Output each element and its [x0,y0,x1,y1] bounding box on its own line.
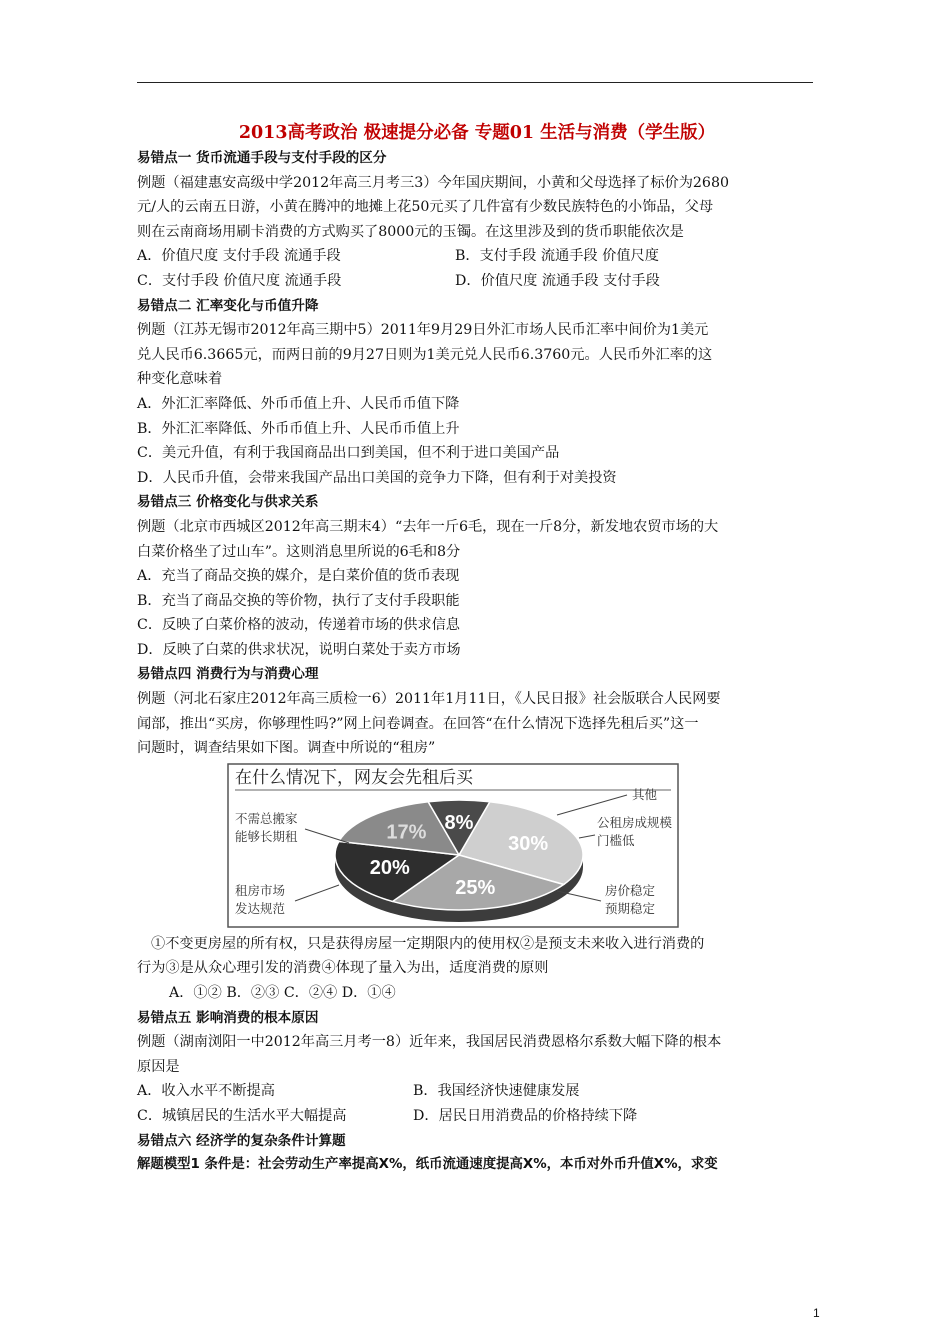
question-text: 问题时，调查结果如下图。调查中所说的“租房” [137,740,436,757]
question-text: 兑人民币6.3665元，而两日前的9月27日则为1美元兑人民币6.3760元。人民币外汇率的这 [137,346,713,363]
section-heading-4: 易错点四 消费行为与消费心理 [137,666,319,683]
question-text: 元/人的云南五日游，小黄在腾冲的地摊上花50元买了几件富有少数民族特色的小饰品，父母 [137,199,714,216]
section-heading-2: 易错点二 汇率变化与币值升降 [137,297,319,314]
pie-chart-svg [227,763,679,928]
label-other: 其他 [632,786,658,802]
document-title: 2013高考政治 极速提分必备 专题01 生活与消费（学生版） [238,123,716,143]
option-a: A．收入水平不断提高 [137,1083,275,1100]
option-row [137,1079,817,1104]
question-text: 例题（北京市西城区2012年高三期末4）“去年一斤6毛，现在一斤8分，新发地农贸市场的大 [137,518,719,535]
option-b: B．外汇汇率降低、外币币值上升、人民币币值上升 [137,420,460,437]
document-page [137,120,817,1178]
chart-title: 在什么情况下，网友会先租后买 [235,767,473,788]
question-text: 闻部，推出“买房，你够理性吗?”网上问卷调查。在回答“在什么情况下选择先租后买”这一 [137,715,699,732]
section-heading-1: 易错点一 货币流通手段与支付手段的区分 [137,150,387,166]
label-nomove-a: 不需总搬家 [235,810,298,826]
option-b: B．支付手段 流通手段 价值尺度 [455,248,659,265]
question-text: 例题（河北石家庄2012年高三质检一6）2011年1月11日，《人民日报》社会版联合人民网要 [137,691,721,708]
option-row: A．①② B．②③ C．②④ D．①④ [169,985,396,1002]
option-a: A．价值尺度 支付手段 流通手段 [137,248,341,265]
option-b: B．我国经济快速健康发展 [413,1083,580,1100]
pie-slice-label: 20% [369,856,410,879]
option-b: B．充当了商品交换的等价物，执行了支付手段职能 [137,592,460,609]
model-text: 解题模型1 条件是：社会劳动生产率提高X%，纸币流通速度提高X%，本币对外币升值X%，求变 [137,1157,718,1173]
statement-text: ①不变更房屋的所有权，只是获得房屋一定期限内的使用权②是预支未来收入进行消费的 [151,935,705,952]
section-heading-5: 易错点五 影响消费的根本原因 [137,1009,319,1026]
option-d: D．人民币升值，会带来我国产品出口美国的竞争力下降，但有利于对美投资 [137,469,617,486]
survey-pie-chart [227,763,679,928]
label-market-b: 发达规范 [235,900,286,916]
option-a: A．外汇汇率降低、外币币值上升、人民币币值下降 [137,395,460,412]
label-public-b: 门槛低 [597,832,635,848]
question-text: 例题（福建惠安高级中学2012年高三月考三3）今年国庆期间，小黄和父母选择了标价为2680 [137,174,729,191]
section-heading-3: 易错点三 价格变化与供求关系 [137,494,319,511]
option-c: C．反映了白菜价格的波动，传递着市场的供求信息 [137,617,460,634]
label-public-a: 公租房成规模 [597,814,673,830]
option-c: C．美元升值，有利于我国商品出口到美国，但不利于进口美国产品 [137,445,560,462]
header-rule [137,82,813,83]
option-row [137,1104,817,1129]
question-text: 例题（江苏无锡市2012年高三期中5）2011年9月29日外汇市场人民币汇率中间价为1美元 [137,322,709,339]
option-row [137,244,817,269]
option-d: D．价值尺度 流通手段 支付手段 [455,272,660,289]
question-text: 白菜价格坐了过山车”。这则消息里所说的6毛和8分 [137,543,461,560]
label-market-a: 租房市场 [235,882,286,898]
section-heading-6: 易错点六 经济学的复杂条件计算题 [137,1132,346,1149]
question-text: 例题（湖南浏阳一中2012年高三月考一8）近年来，我国居民消费恩格尔系数大幅下降的根本 [137,1034,722,1051]
option-c: C．城镇居民的生活水平大幅提高 [137,1108,347,1124]
page-number: 1 [813,1306,820,1320]
question-text: 则在云南商场用刷卡消费的方式购买了8000元的玉镯。在这里涉及到的货币职能依次是 [137,223,684,240]
pie-slice-label: 25% [455,877,496,900]
label-nomove-b: 能够长期租 [235,828,298,844]
pie-slice-label: 8% [444,811,474,834]
pie-slice-label: 17% [386,821,427,844]
option-c: C．支付手段 价值尺度 流通手段 [137,272,342,289]
label-stable-a: 房价稳定 [605,882,656,898]
option-a: A．充当了商品交换的媒介，是白菜价值的货币表现 [137,568,460,585]
label-stable-b: 预期稳定 [605,900,656,916]
pie-slice-label: 30% [508,832,549,855]
option-d: D．居民日用消费品的价格持续下降 [413,1108,638,1124]
question-text: 种变化意味着 [137,371,223,388]
question-text: 原因是 [137,1058,180,1075]
option-row [137,269,817,294]
option-d: D．反映了白菜的供求状况，说明白菜处于卖方市场 [137,641,461,658]
statement-text: 行为③是从众心理引发的消费④体现了量入为出，适度消费的原则 [137,960,549,977]
